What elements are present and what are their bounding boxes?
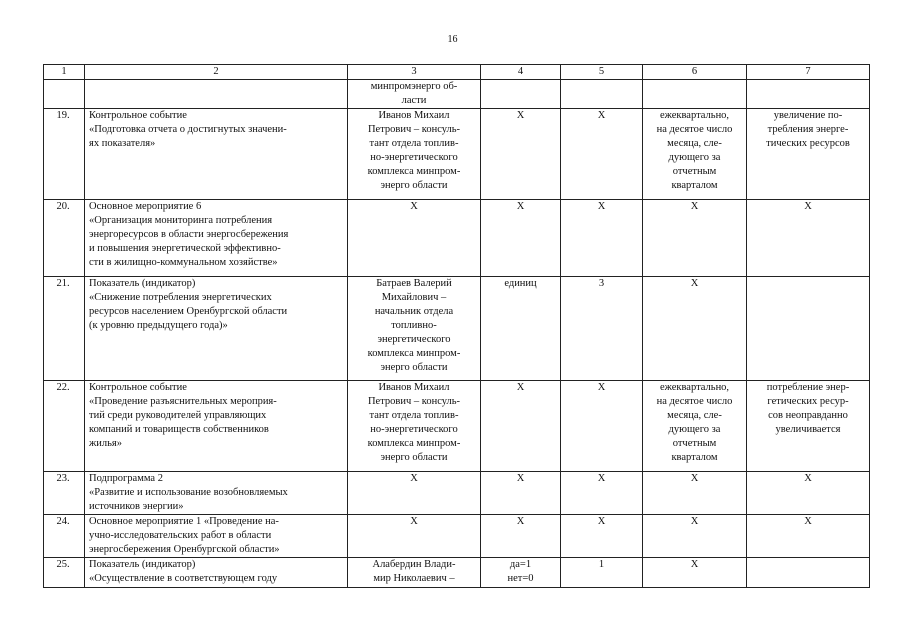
column-number-row [44,65,870,80]
cell-line: минпромэнерго об- [370,81,458,92]
cell-line: Х [690,201,699,212]
cell-line: ежеквартально, [659,110,730,121]
row-number: 25. [44,558,85,588]
cell-line: энергетического [377,334,451,345]
row-number: 19. [44,109,85,200]
cell-line: тант отдела топлив- [369,138,459,149]
row-name [85,200,348,277]
cell-line: Основное мероприятие 1 «Проведение на- [89,516,279,527]
cell-line: на десятое число [656,396,733,407]
cell-line: потребление энер- [766,382,850,393]
cell-line: энергосбережения Оренбургской области» [89,544,280,555]
cell-line: Основное мероприятие 6 [89,201,202,212]
cell-line: месяца, сле- [667,410,722,421]
row-responsible [348,515,481,558]
cell-line: комплекса минпром- [367,438,461,449]
row-period [643,515,747,558]
column-header: 7 [747,65,870,80]
cell-line: да=1 [509,559,532,570]
column-header: 4 [481,65,561,80]
cell-line: Х [516,516,525,527]
row-value [561,80,643,109]
row-number: 20. [44,200,85,277]
cell-line: начальник отдела [374,306,454,317]
row-value [561,515,643,558]
cell-line: Подпрограмма 2 [89,473,163,484]
cell-line: «Организация мониторинга потребления [89,215,273,226]
cell-line: единиц [504,278,537,289]
cell-line: Х [804,516,812,527]
row-result [747,515,870,558]
cell-line: гетических ресур- [767,396,849,407]
cell-line: энергоресурсов в области энергосбережения [89,229,289,240]
cell-line: дующего за [668,152,721,163]
column-header: 3 [348,65,481,80]
row-period [643,277,747,381]
row-result [747,381,870,472]
row-result [747,558,870,588]
cell-line: Х [516,473,525,484]
row-period [643,558,747,588]
cell-line: увеличение по- [773,110,843,121]
cell-line: «Осуществление в соответствующем году [89,573,278,584]
table-row [44,472,870,515]
cell-line: тических ресурсов [766,138,850,149]
row-unit [481,277,561,381]
row-period [643,200,747,277]
row-unit [481,381,561,472]
cell-line: Х [597,201,606,212]
table-row [44,200,870,277]
cell-line: Х [690,473,699,484]
column-header: 1 [44,65,85,80]
program-table [43,64,870,588]
cell-line: Х [597,110,606,121]
cell-line: Х [410,516,418,527]
column-header: 5 [561,65,643,80]
cell-line: на десятое число [656,124,733,135]
row-unit [481,558,561,588]
cell-line: Показатель (индикатор) [89,559,196,570]
row-value [561,472,643,515]
cell-line: отчетным [672,166,717,177]
cell-line: Х [597,473,606,484]
cell-line: Алабердин Влади- [372,559,456,570]
cell-line: Петрович – консуль- [367,396,461,407]
cell-line: жилья» [89,438,122,449]
cell-line: отчетным [672,438,717,449]
cell-line: ежеквартально, [659,382,730,393]
row-number: 22. [44,381,85,472]
cell-line: Х [690,559,699,570]
row-unit [481,200,561,277]
row-number: 21. [44,277,85,381]
table-row [44,558,870,588]
row-period [643,80,747,109]
cell-line: компаний и товариществ собственников [89,424,269,435]
cell-line: «Снижение потребления энергетических [89,292,272,303]
cell-line: учно-исследовательских работ в области [89,530,272,541]
cell-line: Х [516,382,525,393]
row-responsible [348,381,481,472]
cell-line: «Развитие и использование возобновляемых [89,487,288,498]
cell-line: Х [410,473,418,484]
row-name [85,80,348,109]
cell-line: тант отдела топлив- [369,410,459,421]
cell-line: Контрольное событие [89,110,187,121]
cell-line: кварталом [671,452,718,463]
cell-line: топливно- [391,320,437,331]
cell-line: Х [690,516,699,527]
row-result [747,277,870,381]
row-value [561,109,643,200]
row-value [561,200,643,277]
cell-line: Петрович – консуль- [367,124,461,135]
row-responsible [348,80,481,109]
cell-line: 3 [598,278,605,289]
row-result [747,200,870,277]
cell-line: Х [516,110,525,121]
column-header: 2 [85,65,348,80]
row-unit [481,80,561,109]
cell-line: энерго области [380,180,448,191]
cell-line: Михайлович – [381,292,447,303]
cell-line: мир Николаевич – [373,573,455,584]
cell-line: Иванов Михаил [378,382,450,393]
cell-line: ресурсов населением Оренбургской области [89,306,288,317]
cell-line: энерго области [380,362,448,373]
cell-line: Х [516,201,525,212]
row-number: 24. [44,515,85,558]
row-responsible [348,109,481,200]
row-value [561,558,643,588]
page-number: 16 [447,34,458,45]
cell-line: Х [597,382,606,393]
cell-line: Батраев Валерий [376,278,452,289]
row-result [747,80,870,109]
row-responsible [348,558,481,588]
row-value [561,381,643,472]
table-row [44,277,870,381]
row-number [44,80,85,109]
row-name [85,472,348,515]
cell-line: Х [690,278,699,289]
cell-line: увеличивается [775,424,841,435]
cell-line: месяца, сле- [667,138,722,149]
row-unit [481,109,561,200]
cell-line: Контрольное событие [89,382,187,393]
table-row [44,381,870,472]
row-result [747,109,870,200]
cell-line: и повышения энергетической эффективно- [89,243,281,254]
cell-line: но-энергетического [370,152,458,163]
table-row [44,80,870,109]
row-name [85,381,348,472]
cell-line: нет=0 [507,573,534,584]
cell-line: комплекса минпром- [367,348,461,359]
cell-line: Х [804,473,812,484]
row-name [85,515,348,558]
row-name [85,277,348,381]
cell-line: ях показателя» [89,138,156,149]
row-name [85,558,348,588]
row-period [643,381,747,472]
cell-line: 1 [598,559,605,570]
cell-line: сов неоправданно [768,410,848,421]
cell-line: дующего за [668,424,721,435]
cell-line: ласти [401,95,427,106]
column-header: 6 [643,65,747,80]
cell-line: «Проведение разъяснительных мероприя- [89,396,277,407]
cell-line: (к уровню предыдущего года)» [89,320,228,331]
cell-line: Показатель (индикатор) [89,278,196,289]
cell-line: Х [804,201,812,212]
row-responsible [348,200,481,277]
cell-line: Х [597,516,606,527]
cell-line: но-энергетического [370,424,458,435]
row-period [643,472,747,515]
cell-line: сти в жилищно-коммунальном хозяйстве» [89,257,278,268]
cell-line: «Подготовка отчета о достигнутых значени- [89,124,287,135]
cell-line: источников энергии» [89,501,184,512]
cell-line: энерго области [380,452,448,463]
row-name [85,109,348,200]
row-result [747,472,870,515]
row-responsible [348,472,481,515]
cell-line: требления энерге- [767,124,849,135]
cell-line: Х [410,201,418,212]
cell-line: тий среди руководителей управляющих [89,410,267,421]
row-responsible [348,277,481,381]
cell-line: Иванов Михаил [378,110,450,121]
table-row [44,109,870,200]
row-unit [481,472,561,515]
table-body [44,80,870,588]
row-period [643,109,747,200]
row-number: 23. [44,472,85,515]
row-value [561,277,643,381]
row-unit [481,515,561,558]
cell-line: кварталом [671,180,718,191]
table-row [44,515,870,558]
cell-line: комплекса минпром- [367,166,461,177]
